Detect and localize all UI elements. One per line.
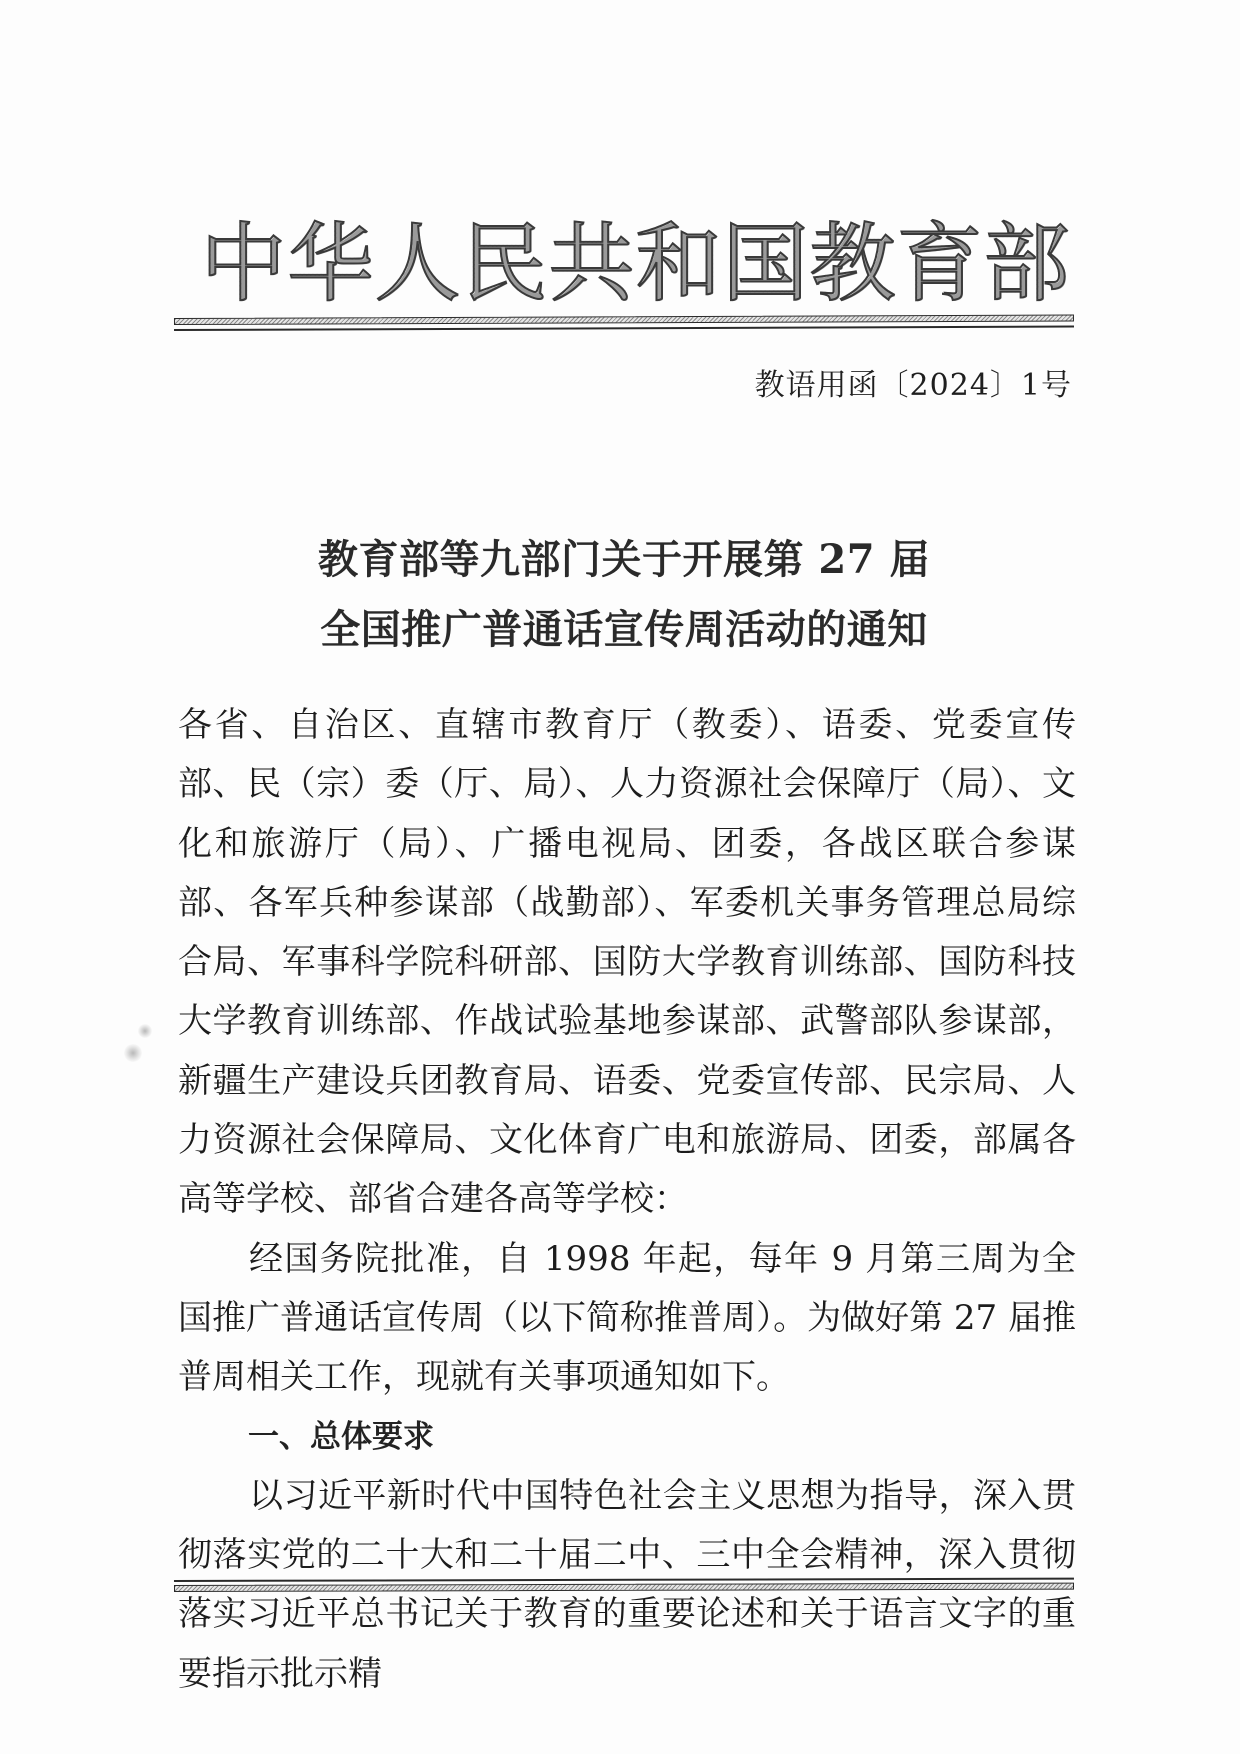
document-title: [174, 525, 1074, 665]
letterhead-char: 民: [461, 214, 548, 314]
letterhead-char: 中: [200, 214, 287, 314]
scan-speck: [124, 1044, 142, 1062]
section-heading: 一、总体要求: [248, 1418, 434, 1455]
header-rule-thin: [174, 326, 1074, 331]
title-line-1: 教育部等九部门关于开展第 27 届: [317, 536, 930, 583]
header-rule-thick: [174, 315, 1074, 325]
title-line-2: 全国推广普通话宣传周活动的通知: [320, 606, 928, 653]
footer-divider-rule: [174, 1578, 1074, 1596]
letterhead-char: 人: [374, 214, 461, 314]
letterhead-char: 国: [722, 214, 809, 314]
footer-rule-thick: [174, 1583, 1074, 1592]
document-body: [178, 696, 1076, 1704]
letterhead-issuer: [200, 214, 1070, 314]
letterhead-char: 和: [635, 214, 722, 314]
section-paragraph: 以习近平新时代中国特色社会主义思想为指导，深入贯彻落实党的二十大和二十届二中、三中全会精神，深入贯彻落实习近平总书记关于教育的重要论述和关于语言文字的重要指示批示精: [178, 1475, 1076, 1694]
recipients-paragraph: 各省、自治区、直辖市教育厅（教委）、语委、党委宣传部、民（宗）委（厅、局）、人力资源社会保障厅（局）、文化和旅游厅（局）、广播电视局、团委，各战区联合参谋部、各军兵种参谋部（战勤部）、军委机关事务管理总局综合局、军事科学院科研部、国防大学教育训练部、国防科技大学教育训练部、作战试验基地参谋部、武警部队参谋部，新疆生产建设兵团教育局、语委、党委宣传部、民宗局、人力资源社会保障局、文化体育广电和旅游局、团委，部属各高等学校、部省合建各高等学校：: [178, 705, 1076, 1220]
letterhead-char: 部: [983, 214, 1070, 314]
letterhead-char: 育: [896, 214, 983, 314]
letterhead-char: 华: [287, 214, 374, 314]
intro-paragraph: 经国务院批准，自 1998 年起，每年 9 月第三周为全国推广普通话宣传周（以下简称推普周）。为做好第 27 届推普周相关工作，现就有关事项通知如下。: [178, 1238, 1076, 1398]
letterhead-char: 共: [548, 214, 635, 314]
scan-speck: [138, 1024, 152, 1038]
document-number: 教语用函〔2024〕1号: [754, 368, 1072, 403]
header-divider-rule: [174, 315, 1074, 334]
letterhead-char: 教: [809, 214, 896, 314]
